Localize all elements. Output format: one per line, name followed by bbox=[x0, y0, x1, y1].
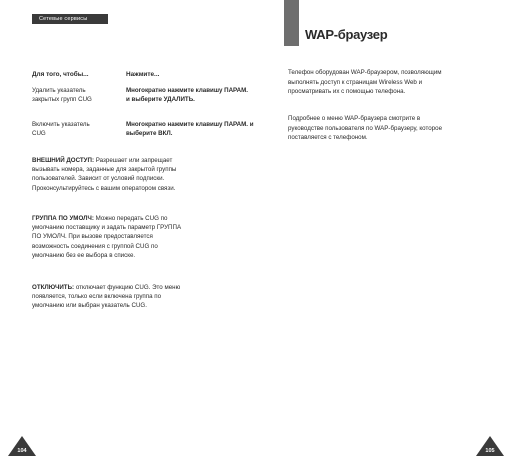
table-row-1-press: Многократно нажмите клавишу ПАРАМ. и выберите УДАЛИТЬ. bbox=[126, 87, 248, 103]
term-default-group: ГРУППА ПО УМОЛЧ: bbox=[32, 215, 94, 222]
table-header-action: Для того, чтобы... bbox=[32, 71, 89, 78]
right-page bbox=[255, 0, 510, 467]
term-disable: ОТКЛЮЧИТЬ: bbox=[32, 284, 75, 291]
title-accent-bar bbox=[284, 0, 299, 46]
paragraph-more-info: Подробнее о меню WAP-браузера смотрите в руководстве пользователя по WAP-браузеру, которое поставляется с телефоном. bbox=[288, 115, 443, 142]
paragraph-external-access: ВНЕШНИЙ ДОСТУП: Разрешает или запрещает вызывать номера, заданные для закрытой группы пользователей. Зависит от условий подписки. Проконсультируйтесь с вашим оператором связи. bbox=[32, 157, 177, 192]
table-row-1-action: Удалить указатель закрытых групп CUG bbox=[32, 87, 92, 103]
page-number: 105 bbox=[485, 448, 495, 454]
paragraph-intro: Телефон оборудован WAP-браузером, позволяющим выполнять доступ к страницам Wireless Web и просматривать их с помощью телефона. bbox=[288, 69, 442, 96]
table-header-press: Нажмите... bbox=[126, 71, 160, 78]
section-tab-label: Сетевые сервисы bbox=[39, 16, 88, 22]
table-row-2-action: Включить указатель CUG bbox=[32, 121, 90, 137]
page-title: WAP-браузер bbox=[305, 27, 388, 42]
paragraph-disable: ОТКЛЮЧИТЬ: отключает функцию CUG. Это меню появляется, только если включена группа по умолчанию или выбран указатель CUG. bbox=[32, 284, 181, 310]
page-number: 104 bbox=[17, 448, 27, 454]
term-external-access: ВНЕШНИЙ ДОСТУП: bbox=[32, 157, 95, 164]
section-tab bbox=[32, 14, 108, 24]
paragraph-default-group: ГРУППА ПО УМОЛЧ: Можно передать CUG по умолчанию поставщику и задать параметр ГРУППА ПО УМОЛЧ. При вызове предоставляется возможность соединения с группой CUG по умолчанию без ее выбора в списке. bbox=[32, 215, 182, 259]
table-row-2-press: Многократно нажмите клавишу ПАРАМ. и выберите ВКЛ. bbox=[126, 121, 254, 137]
